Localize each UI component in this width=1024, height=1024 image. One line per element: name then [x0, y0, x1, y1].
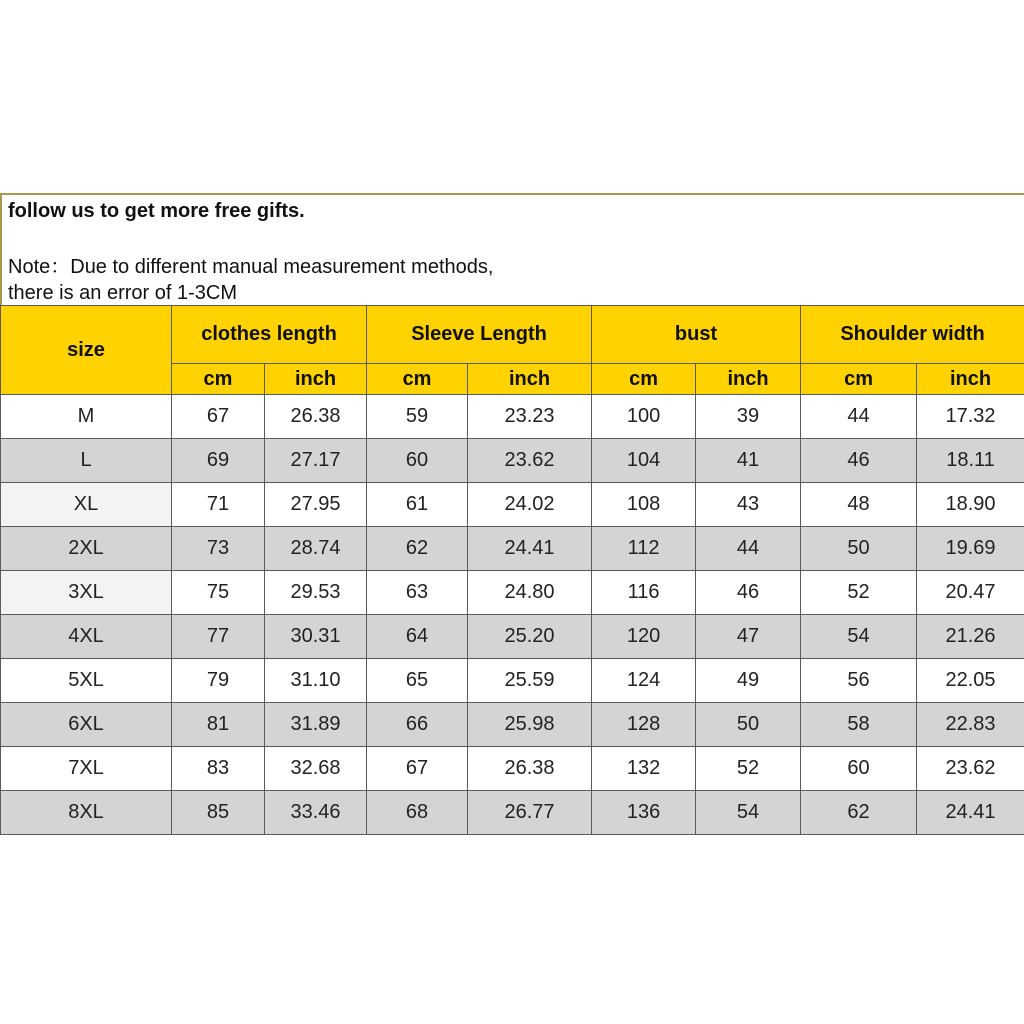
table-cell: 31.89 — [265, 703, 367, 747]
unit-header: cm — [367, 364, 468, 395]
table-cell: 26.38 — [468, 747, 592, 791]
table-cell: 77 — [172, 615, 265, 659]
table-row — [1, 791, 1024, 835]
table-cell: 46 — [696, 571, 801, 615]
table-cell: 81 — [172, 703, 265, 747]
table-row — [1, 615, 1024, 659]
group-header-row — [1, 306, 1024, 364]
group-header-sleeve-length: Sleeve Length — [367, 306, 592, 364]
table-cell: 69 — [172, 439, 265, 483]
table-cell: 44 — [801, 395, 917, 439]
table-cell: 25.20 — [468, 615, 592, 659]
table-cell: 136 — [592, 791, 696, 835]
table-cell: 41 — [696, 439, 801, 483]
group-header-bust: bust — [592, 306, 801, 364]
table-cell: 124 — [592, 659, 696, 703]
table-cell: 63 — [367, 571, 468, 615]
table-cell: 22.83 — [917, 703, 1024, 747]
size-cell: 2XL — [1, 527, 172, 571]
size-cell: 3XL — [1, 571, 172, 615]
table-cell: 56 — [801, 659, 917, 703]
table-cell: 62 — [801, 791, 917, 835]
unit-header: inch — [265, 364, 367, 395]
size-cell: 8XL — [1, 791, 172, 835]
table-cell: 116 — [592, 571, 696, 615]
table-cell: 23.62 — [468, 439, 592, 483]
table-cell: 21.26 — [917, 615, 1024, 659]
table-cell: 66 — [367, 703, 468, 747]
size-header: size — [1, 306, 172, 395]
table-cell: 52 — [801, 571, 917, 615]
table-cell: 68 — [367, 791, 468, 835]
table-row — [1, 483, 1024, 527]
note-line-1: Note：Due to different manual measurement methods, — [8, 256, 494, 278]
unit-header: cm — [592, 364, 696, 395]
table-cell: 54 — [801, 615, 917, 659]
size-table-body — [1, 395, 1024, 835]
table-cell: 50 — [696, 703, 801, 747]
note-line-2: there is an error of 1-3CM — [8, 282, 237, 304]
table-cell: 25.98 — [468, 703, 592, 747]
table-cell: 50 — [801, 527, 917, 571]
left-divider — [0, 193, 2, 306]
table-cell: 19.69 — [917, 527, 1024, 571]
size-cell: M — [1, 395, 172, 439]
top-divider — [0, 193, 1024, 195]
table-cell: 83 — [172, 747, 265, 791]
table-cell: 61 — [367, 483, 468, 527]
table-cell: 67 — [367, 747, 468, 791]
table-cell: 33.46 — [265, 791, 367, 835]
table-cell: 18.11 — [917, 439, 1024, 483]
size-cell: 7XL — [1, 747, 172, 791]
table-cell: 30.31 — [265, 615, 367, 659]
table-cell: 60 — [801, 747, 917, 791]
table-cell: 71 — [172, 483, 265, 527]
unit-header: cm — [801, 364, 917, 395]
table-cell: 128 — [592, 703, 696, 747]
table-cell: 132 — [592, 747, 696, 791]
table-cell: 85 — [172, 791, 265, 835]
table-cell: 62 — [367, 527, 468, 571]
table-row — [1, 439, 1024, 483]
table-cell: 65 — [367, 659, 468, 703]
size-cell: 4XL — [1, 615, 172, 659]
table-cell: 24.41 — [917, 791, 1024, 835]
table-cell: 112 — [592, 527, 696, 571]
table-cell: 23.62 — [917, 747, 1024, 791]
table-cell: 17.32 — [917, 395, 1024, 439]
table-cell: 48 — [801, 483, 917, 527]
table-cell: 46 — [801, 439, 917, 483]
table-cell: 31.10 — [265, 659, 367, 703]
table-row — [1, 747, 1024, 791]
table-cell: 64 — [367, 615, 468, 659]
table-cell: 120 — [592, 615, 696, 659]
table-cell: 26.77 — [468, 791, 592, 835]
table-cell: 67 — [172, 395, 265, 439]
table-row — [1, 527, 1024, 571]
unit-header: inch — [696, 364, 801, 395]
table-cell: 29.53 — [265, 571, 367, 615]
table-cell: 104 — [592, 439, 696, 483]
table-cell: 22.05 — [917, 659, 1024, 703]
table-cell: 24.41 — [468, 527, 592, 571]
table-cell: 100 — [592, 395, 696, 439]
group-header-clothes-length: clothes length — [172, 306, 367, 364]
table-cell: 59 — [367, 395, 468, 439]
table-cell: 108 — [592, 483, 696, 527]
size-table — [0, 305, 1024, 835]
table-cell: 58 — [801, 703, 917, 747]
table-cell: 54 — [696, 791, 801, 835]
table-row — [1, 395, 1024, 439]
table-row — [1, 659, 1024, 703]
table-cell: 18.90 — [917, 483, 1024, 527]
unit-header: inch — [917, 364, 1024, 395]
unit-header: cm — [172, 364, 265, 395]
table-cell: 47 — [696, 615, 801, 659]
table-cell: 79 — [172, 659, 265, 703]
table-cell: 44 — [696, 527, 801, 571]
table-cell: 73 — [172, 527, 265, 571]
table-cell: 52 — [696, 747, 801, 791]
unit-header: inch — [468, 364, 592, 395]
table-cell: 25.59 — [468, 659, 592, 703]
table-cell: 24.02 — [468, 483, 592, 527]
table-cell: 24.80 — [468, 571, 592, 615]
table-cell: 60 — [367, 439, 468, 483]
table-cell: 23.23 — [468, 395, 592, 439]
table-cell: 39 — [696, 395, 801, 439]
group-header-shoulder-width: Shoulder width — [801, 306, 1024, 364]
table-cell: 26.38 — [265, 395, 367, 439]
promo-text: follow us to get more free gifts. — [8, 200, 305, 222]
table-cell: 49 — [696, 659, 801, 703]
measurement-note — [8, 254, 608, 306]
table-cell: 20.47 — [917, 571, 1024, 615]
size-cell: 5XL — [1, 659, 172, 703]
table-row — [1, 703, 1024, 747]
table-row — [1, 571, 1024, 615]
size-cell: L — [1, 439, 172, 483]
table-cell: 27.95 — [265, 483, 367, 527]
size-cell: XL — [1, 483, 172, 527]
table-cell: 75 — [172, 571, 265, 615]
table-cell: 28.74 — [265, 527, 367, 571]
table-cell: 27.17 — [265, 439, 367, 483]
table-cell: 32.68 — [265, 747, 367, 791]
table-cell: 43 — [696, 483, 801, 527]
size-cell: 6XL — [1, 703, 172, 747]
